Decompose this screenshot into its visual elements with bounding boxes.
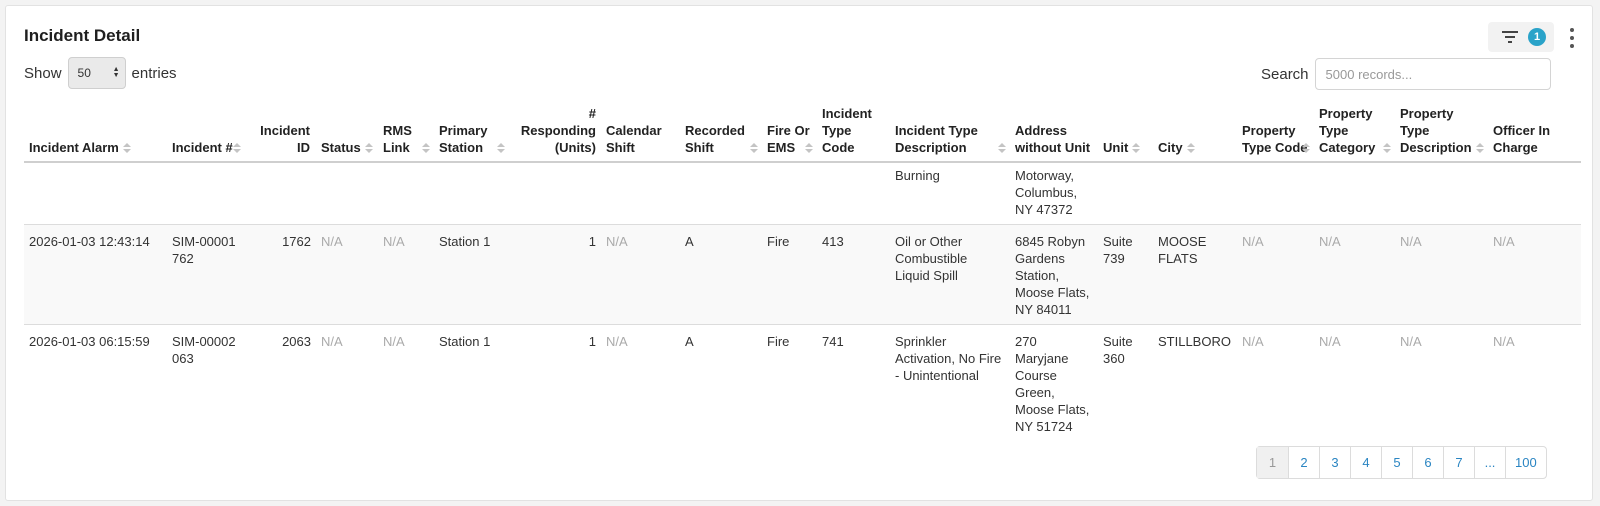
- cell-rms-link: N/A: [378, 225, 434, 325]
- cell-city: STILLBORO: [1158, 334, 1231, 349]
- col-header-responding-units[interactable]: # Responding (Units): [509, 100, 601, 162]
- cell-status: N/A: [316, 225, 378, 325]
- incident-table-scroll[interactable]: [24, 100, 1581, 434]
- search-label: Search: [1261, 65, 1309, 83]
- page-button-3[interactable]: 3: [1319, 447, 1350, 478]
- col-header-incident-number[interactable]: Incident #: [167, 100, 245, 162]
- col-header-property-type-code[interactable]: Property Type Code: [1237, 100, 1314, 162]
- page-ellipsis[interactable]: ...: [1474, 447, 1505, 478]
- cell-incident-number: SIM-00002063: [172, 334, 236, 366]
- cell-calendar-shift: N/A: [601, 225, 680, 325]
- table-row[interactable]: [24, 225, 1581, 325]
- cell-calendar-shift: N/A: [606, 334, 628, 349]
- cell-alarm: 2026-01-03 12:43:14: [24, 225, 167, 325]
- cell-type-description: Burning: [890, 162, 1010, 225]
- incident-table: [24, 100, 1581, 445]
- col-header-recorded-shift[interactable]: Recorded Shift: [680, 100, 762, 162]
- cell-address: Motorway, Columbus, NY 47372: [1010, 162, 1098, 225]
- page-button-2[interactable]: 2: [1288, 447, 1319, 478]
- incident-detail-panel: [5, 5, 1593, 501]
- cell-property-type-category: N/A: [1314, 225, 1395, 325]
- cell-address: 270 Maryjane Course Green, Moose Flats, NY 51724: [1015, 334, 1090, 434]
- col-header-officer-in-charge[interactable]: Officer In Charge: [1488, 100, 1581, 162]
- cell-incident-number: SIM-00001762: [167, 225, 245, 325]
- table-row[interactable]: [24, 325, 1581, 445]
- col-header-primary-station[interactable]: Primary Station: [434, 100, 509, 162]
- cell-status: N/A: [321, 334, 343, 349]
- col-header-rms-link[interactable]: RMS Link: [378, 100, 434, 162]
- cell-city: MOOSE FLATS: [1153, 225, 1237, 325]
- cell-property-type-category: N/A: [1319, 334, 1341, 349]
- col-header-calendar-shift[interactable]: Calendar Shift: [601, 100, 680, 162]
- cell-incident-id: 2063: [282, 334, 311, 349]
- sort-icon: [497, 143, 505, 153]
- panel-title: Incident Detail: [24, 26, 141, 45]
- sort-icon: [805, 143, 813, 153]
- cell-address: 6845 Robyn Gardens Station, Moose Flats, NY 84011: [1010, 225, 1098, 325]
- cell-property-type-description: N/A: [1400, 334, 1422, 349]
- cell-recorded-shift: A: [685, 334, 694, 349]
- sort-icon: [1302, 143, 1310, 153]
- entries-label: entries: [131, 64, 177, 82]
- cell-recorded-shift: A: [680, 225, 762, 325]
- filter-count-badge: 1: [1528, 28, 1546, 46]
- cell-responding: 1: [588, 334, 596, 349]
- cell-alarm: 2026-01-03 06:15:59: [29, 334, 150, 349]
- search-input[interactable]: [1315, 58, 1551, 90]
- sort-icon: [998, 143, 1006, 153]
- cell-unit: Suite 739: [1098, 225, 1153, 325]
- cell-type-description: Sprinkler Activation, No Fire - Unintentional: [895, 334, 1002, 383]
- col-header-incident-id[interactable]: Incident ID: [245, 100, 316, 162]
- col-header-incident-alarm[interactable]: Incident Alarm: [24, 100, 167, 162]
- sort-icon: [1187, 143, 1195, 153]
- page-button-4[interactable]: 4: [1350, 447, 1381, 478]
- select-arrows-icon: ▲ ▼: [112, 66, 120, 79]
- more-options-icon[interactable]: [1566, 28, 1578, 48]
- cell-incident-id: 1762: [245, 225, 316, 325]
- cell-responding: 1: [509, 225, 601, 325]
- sort-icon: [422, 143, 430, 153]
- show-label: Show: [24, 64, 62, 82]
- col-header-unit[interactable]: Unit: [1098, 100, 1153, 162]
- col-header-property-type-description[interactable]: Property Type Description: [1395, 100, 1488, 162]
- filter-icon: [1502, 31, 1518, 43]
- page-length-value: 50: [77, 66, 91, 80]
- cell-unit: Suite 360: [1103, 334, 1133, 366]
- cell-type-description: Oil or Other Combustible Liquid Spill: [890, 225, 1010, 325]
- col-header-address[interactable]: Address without Unit: [1010, 100, 1098, 162]
- pagination: [1256, 446, 1547, 479]
- sort-icon: [1476, 143, 1484, 153]
- page-button-6[interactable]: 6: [1412, 447, 1443, 478]
- cell-type-code: 413: [817, 225, 890, 325]
- col-header-status[interactable]: Status: [316, 100, 378, 162]
- cell-officer-in-charge: N/A: [1488, 225, 1581, 325]
- cell-rms-link: N/A: [383, 334, 405, 349]
- cell-primary-station: Station 1: [439, 334, 491, 349]
- page-length-control: [24, 57, 177, 89]
- cell-officer-in-charge: N/A: [1493, 334, 1515, 349]
- cell-property-type-code: N/A: [1237, 225, 1314, 325]
- col-header-city[interactable]: City: [1153, 100, 1237, 162]
- col-header-incident-type-description[interactable]: Incident Type Description: [890, 100, 1010, 162]
- cell-property-type-description: N/A: [1395, 225, 1488, 325]
- cell-type-code: 741: [822, 334, 844, 349]
- table-row[interactable]: [24, 162, 1581, 225]
- cell-fire-or-ems: Fire: [762, 225, 817, 325]
- page-button-7[interactable]: 7: [1443, 447, 1474, 478]
- col-header-incident-type-code[interactable]: Incident Type Code: [817, 100, 890, 162]
- page-button-5[interactable]: 5: [1381, 447, 1412, 478]
- sort-icon: [233, 143, 241, 153]
- page-button-100[interactable]: 100: [1505, 447, 1546, 478]
- col-header-fire-or-ems[interactable]: Fire Or EMS: [762, 100, 817, 162]
- col-header-property-type-category[interactable]: Property Type Category: [1314, 100, 1395, 162]
- sort-icon: [1132, 143, 1140, 153]
- sort-icon: [365, 143, 373, 153]
- cell-property-type-code: N/A: [1242, 334, 1264, 349]
- cell-primary-station: Station 1: [434, 225, 509, 325]
- page-length-select[interactable]: [68, 57, 126, 89]
- header-row: [24, 100, 1581, 162]
- sort-icon: [1383, 143, 1391, 153]
- page-button-1[interactable]: 1: [1257, 447, 1288, 478]
- filter-button[interactable]: [1488, 22, 1554, 52]
- sort-icon: [750, 143, 758, 153]
- sort-icon: [123, 143, 131, 153]
- cell-fire-or-ems: Fire: [767, 334, 790, 349]
- search-control: [1261, 57, 1551, 91]
